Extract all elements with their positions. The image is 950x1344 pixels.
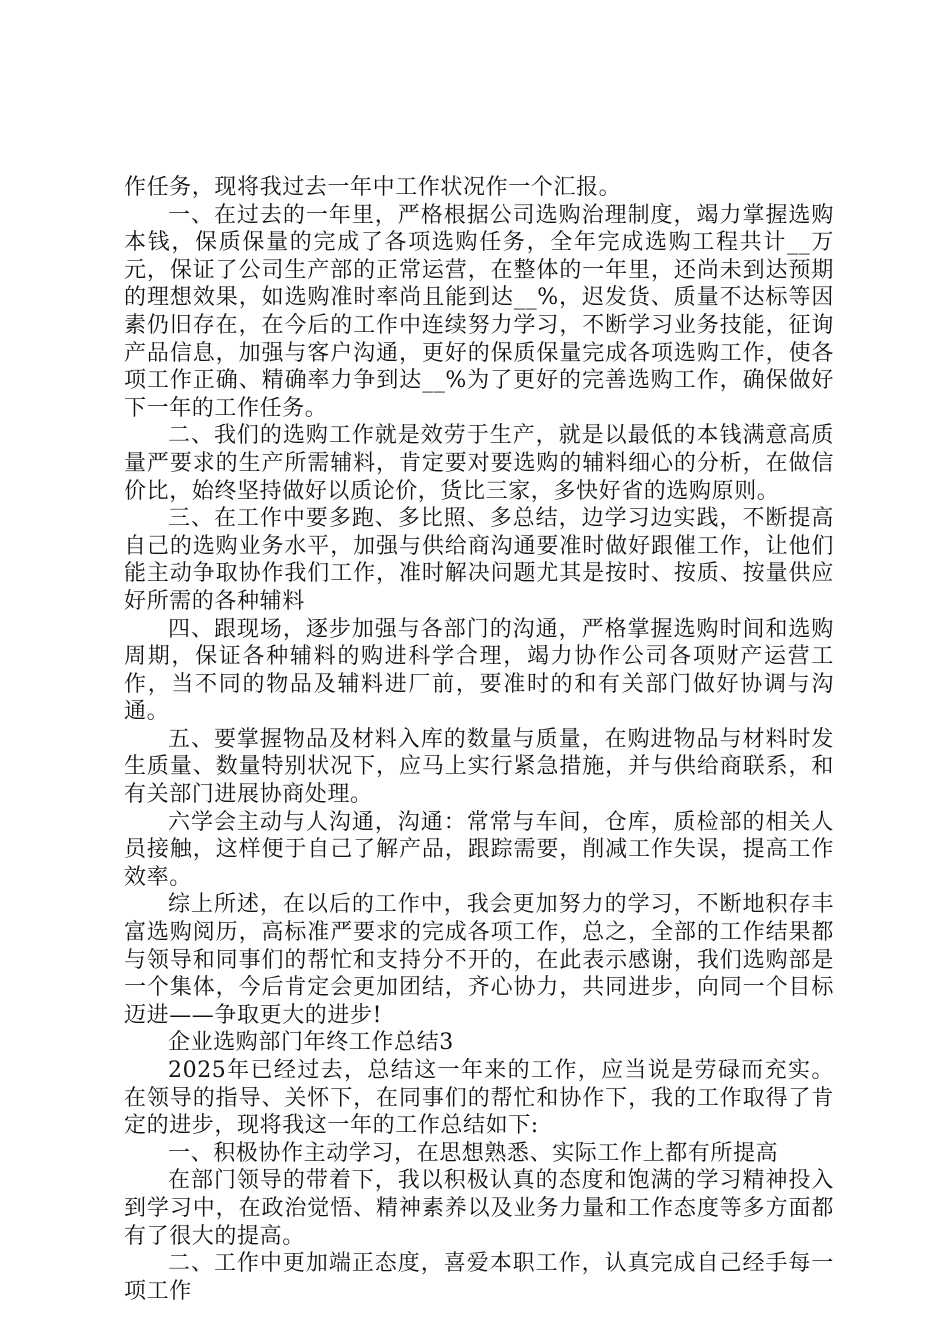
paragraph-item-3: 三、在工作中要多跑、多比照、多总结，边学习边实践，不断提高自己的选购业务水平，加强与供给商沟通要准时做好跟催工作，让他们能主动争取协作我们工作，准时解决问题尤其是按时、按质、按量供应好所需的各种辅料 [124, 506, 834, 614]
subheading-learning: 一、积极协作主动学习，在思想熟悉、实际工作上都有所提高 [168, 1140, 779, 1166]
paragraph-item-2: 二、我们的选购工作就是效劳于生产，就是以最低的本钱满意高质量严要求的生产所需辅料，肯定要对要选购的辅料细心的分析，在做信价比，始终坚持做好以质论价，货比三家，多快好省的选购原则。 [124, 423, 834, 504]
paragraph-item-5: 五、要掌握物品及材料入库的数量与质量，在购进物品与材料时发生质量、数量特别状况下，应马上实行紧急措施，并与供给商联系，和有关部门进展协商处理。 [124, 726, 834, 808]
paragraph-learning: 在部门领导的带着下，我以积极认真的态度和饱满的学习精神投入到学习中，在政治觉悟、精神素养以及业务力量和工作态度等多方面都有了很大的提高。 [124, 1168, 834, 1249]
paragraph-summary: 综上所述，在以后的工作中，我会更加努力的学习，不断地积存丰富选购阅历，高标准严要求的完成各项工作，总之，全部的工作结果都与领导和同事们的帮忙和支持分不开的，在此表示感谢，我们选购部是一个集体，今后肯定会更加团结，齐心协力，共同进步，向同一个目标迈进——争取更大的进步! [124, 892, 834, 1028]
paragraph-item-1: 一、在过去的一年里，严格根据公司选购治理制度，竭力掌握选购本钱，保质保量的完成了各项选购任务，全年完成选购工程共计__万元，保证了公司生产部的正常运营，在整体的一年里，还尚未到达预期的理想效果，如选购准时率尚且能到达__%，迟发货、质量不达标等因素仍旧存在，在今后的工作中连续努力学习，不断学习业务技能，征询产品信息，加强与客户沟通，更好的保质保量完成各项选购工作，使各项工作正确、精确率力争到达__%为了更好的完善选购工作，确保做好下一年的工作任务。 [124, 202, 834, 421]
paragraph-intro-continuation: 作任务，现将我过去一年中工作状况作一个汇报。 [124, 175, 622, 200]
paragraph-item-6: 六学会主动与人沟通，沟通：常常与车间，仓库，质检部的相关人员接触，这样便于自己了解产品，跟踪需要，削减工作失误，提高工作效率。 [124, 809, 834, 890]
subheading-attitude: 二、工作中更加端正态度，喜爱本职工作，认真完成自己经手每一项工作 [124, 1251, 834, 1304]
paragraph-year-review: 2025年已经过去，总结这一年来的工作，应当说是劳碌而充实。在领导的指导、关怀下，在同事们的帮忙和协作下，我的工作取得了肯定的进步，现将我这一年的工作总结如下: [124, 1058, 834, 1139]
paragraph-item-4: 四、跟现场，逐步加强与各部门的沟通，严格掌握选购时间和选购周期，保证各种辅料的购进科学合理，竭力协作公司各项财产运营工作，当不同的物品及辅料进厂前，要准时的和有关部门做好协调与沟通。 [124, 616, 834, 725]
section-heading-summary-3: 企业选购部门年终工作总结3 [168, 1030, 454, 1056]
document-body [124, 174, 834, 1305]
